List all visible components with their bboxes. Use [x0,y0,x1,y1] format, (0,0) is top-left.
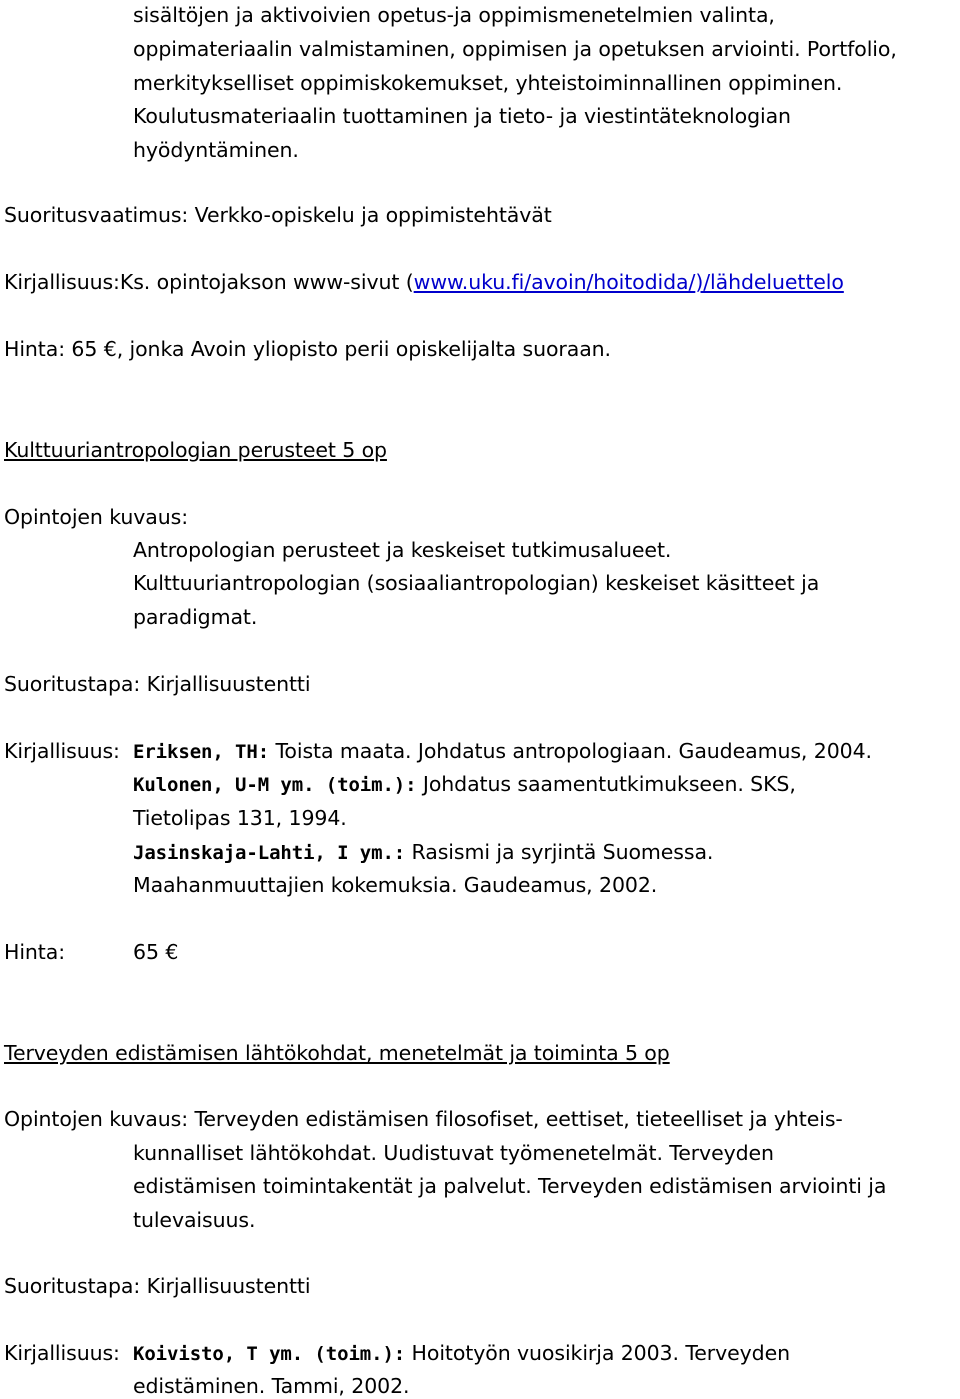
literature-line [4,269,844,295]
book-entry [133,771,796,798]
course-website-link[interactable]: www.uku.fi/avoin/hoitodida/ [413,270,696,294]
description-line: edistämisen toimintakentät ja palvelut. Terveyden edistämisen arviointi ja [133,1174,887,1198]
intro-line: sisältöjen ja aktivoivien opetus-ja oppimismenetelmien valinta, [133,3,775,27]
price-label: Hinta: [4,940,66,964]
book-title: Toista maata. Johdatus antropologiaan. Gaudeamus, 2004. [269,739,872,763]
euro-sign: € [165,940,179,964]
book-entry [133,738,872,765]
description-line: Antropologian perusteet ja keskeiset tutkimusalueet. [133,538,672,562]
description-text: Terveyden edistämisen filosofiset, eettiset, tieteelliset ja yhteis- [188,1107,843,1131]
literature-suffix[interactable]: )/lähdeluettelo [695,270,844,294]
book-author: Eriksen, TH: [133,741,270,763]
intro-line: oppimateriaalin valmistaminen, oppimisen ja opetuksen arviointi. Portfolio, [133,37,897,61]
price-note: , jonka Avoin yliopisto perii opiskelijalta suoraan. [116,337,611,361]
literature-label: Kirjallisuus: [4,1341,120,1365]
book-author: Koivisto, T ym. (toim.): [133,1343,406,1365]
book-entry-continuation: Maahanmuuttajien kokemuksia. Gaudeamus, 2002. [133,873,658,897]
book-author: Jasinskaja-Lahti, I ym.: [133,842,406,864]
literature-label: Kirjallisuus: [4,270,120,294]
book-entry [133,1340,790,1367]
book-title: Hoitotyön vuosikirja 2003. Terveyden [405,1341,791,1365]
method-text: Suoritustapa: Kirjallisuustentti [4,672,311,696]
method-text: Suoritustapa: Kirjallisuustentti [4,1274,311,1298]
course-title: Kulttuuriantropologian perusteet 5 op [4,438,387,462]
intro-line: merkitykselliset oppimiskokemukset, yhteistoiminnallinen oppiminen. [133,71,843,95]
book-entry [133,839,713,866]
description-line: tulevaisuus. [133,1208,256,1232]
price-label: Hinta: 65 [4,337,98,361]
description-line [4,1106,843,1132]
intro-line: hyödyntäminen. [133,138,299,162]
description-line: Kulttuuriantropologian (sosiaaliantropologian) keskeiset käsitteet ja [133,571,820,595]
intro-line: Koulutusmateriaalin tuottaminen ja tieto- ja viestintäteknologian [133,104,791,128]
description-line: kunnalliset lähtökohdat. Uudistuvat työmenetelmät. Terveyden [133,1141,774,1165]
requirement-text: Suoritusvaatimus: Verkko-opiskelu ja oppimistehtävät [4,203,552,227]
book-entry-continuation: Tietolipas 131, 1994. [133,806,347,830]
price-line [4,336,611,362]
price-value: 65 [133,940,159,964]
euro-sign: € [103,337,117,361]
book-title: Johdatus saamentutkimukseen. SKS, [416,772,796,796]
price-value-line [133,939,178,965]
description-label: Opintojen kuvaus: [4,505,189,529]
book-entry-continuation: edistäminen. Tammi, 2002. [133,1374,410,1398]
description-label: Opintojen kuvaus: [4,1107,189,1131]
book-title: Rasismi ja syrjintä Suomessa. [405,840,714,864]
description-line: paradigmat. [133,605,258,629]
course-title: Terveyden edistämisen lähtökohdat, menetelmät ja toiminta 5 op [4,1041,670,1065]
literature-prefix: Ks. opintojakson www-sivut ( [119,270,414,294]
book-author: Kulonen, U-M ym. (toim.): [133,774,417,796]
literature-label: Kirjallisuus: [4,739,120,763]
